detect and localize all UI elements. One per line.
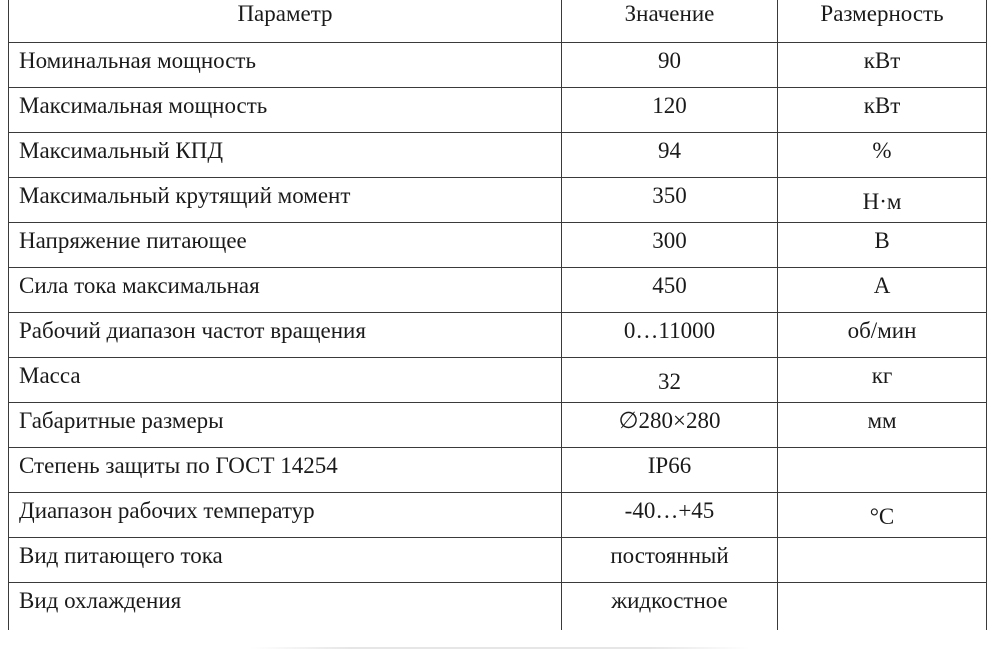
- cell-parameter: Вид охлаждения: [9, 582, 562, 630]
- table-row: [9, 177, 987, 222]
- faded-text-remnant: [250, 647, 750, 649]
- specifications-table-container: [8, 0, 986, 630]
- table-row: [9, 312, 987, 357]
- table-row: [9, 357, 987, 402]
- cell-value: 94: [562, 132, 778, 177]
- cell-value: 90: [562, 42, 778, 87]
- cell-unit: %: [778, 132, 987, 177]
- cell-parameter: Номинальная мощность: [9, 42, 562, 87]
- cell-value: 120: [562, 87, 778, 132]
- cell-parameter: Степень защиты по ГОСТ 14254: [9, 447, 562, 492]
- cell-value: 0…11000: [562, 312, 778, 357]
- cell-parameter: Рабочий диапазон частот вращения: [9, 312, 562, 357]
- cell-unit: В: [778, 222, 987, 267]
- table-body: [9, 42, 987, 630]
- cell-unit: А: [778, 267, 987, 312]
- table-header: [9, 0, 987, 42]
- cell-parameter: Вид питающего тока: [9, 537, 562, 582]
- cell-parameter: Масса: [9, 357, 562, 402]
- cell-value: 32: [562, 357, 778, 402]
- table-row: [9, 132, 987, 177]
- cell-parameter: Максимальный крутящий момент: [9, 177, 562, 222]
- cell-value: постоянный: [562, 537, 778, 582]
- cell-parameter: Габаритные размеры: [9, 402, 562, 447]
- cell-unit: мм: [778, 402, 987, 447]
- cell-value: IP66: [562, 447, 778, 492]
- header-unit: Размерность: [778, 0, 987, 42]
- cell-value: жидкостное: [562, 582, 778, 630]
- cell-unit: кВт: [778, 87, 987, 132]
- cell-unit: [778, 582, 987, 630]
- header-parameter: Параметр: [9, 0, 562, 42]
- cell-unit: [778, 447, 987, 492]
- cell-value: 300: [562, 222, 778, 267]
- table-row: [9, 492, 987, 537]
- cell-value: 350: [562, 177, 778, 222]
- cell-unit: [778, 537, 987, 582]
- table-row: [9, 42, 987, 87]
- cell-parameter: Сила тока максимальная: [9, 267, 562, 312]
- cell-parameter: Максимальная мощность: [9, 87, 562, 132]
- specifications-table: [8, 0, 987, 630]
- header-value: Значение: [562, 0, 778, 42]
- cell-unit: об/мин: [778, 312, 987, 357]
- header-row: [9, 0, 987, 42]
- table-row: [9, 402, 987, 447]
- table-row: [9, 222, 987, 267]
- cell-unit: °С: [778, 492, 987, 537]
- table-row: [9, 267, 987, 312]
- cell-unit: Н·м: [778, 177, 987, 222]
- table-row: [9, 87, 987, 132]
- cell-parameter: Диапазон рабочих температур: [9, 492, 562, 537]
- table-row: [9, 447, 987, 492]
- table-row: [9, 537, 987, 582]
- cell-value: 450: [562, 267, 778, 312]
- cell-parameter: Напряжение питающее: [9, 222, 562, 267]
- cell-parameter: Максимальный КПД: [9, 132, 562, 177]
- cell-value: -40…+45: [562, 492, 778, 537]
- cell-unit: кг: [778, 357, 987, 402]
- cell-unit: кВт: [778, 42, 987, 87]
- cell-value: ∅280×280: [562, 402, 778, 447]
- table-row: [9, 582, 987, 630]
